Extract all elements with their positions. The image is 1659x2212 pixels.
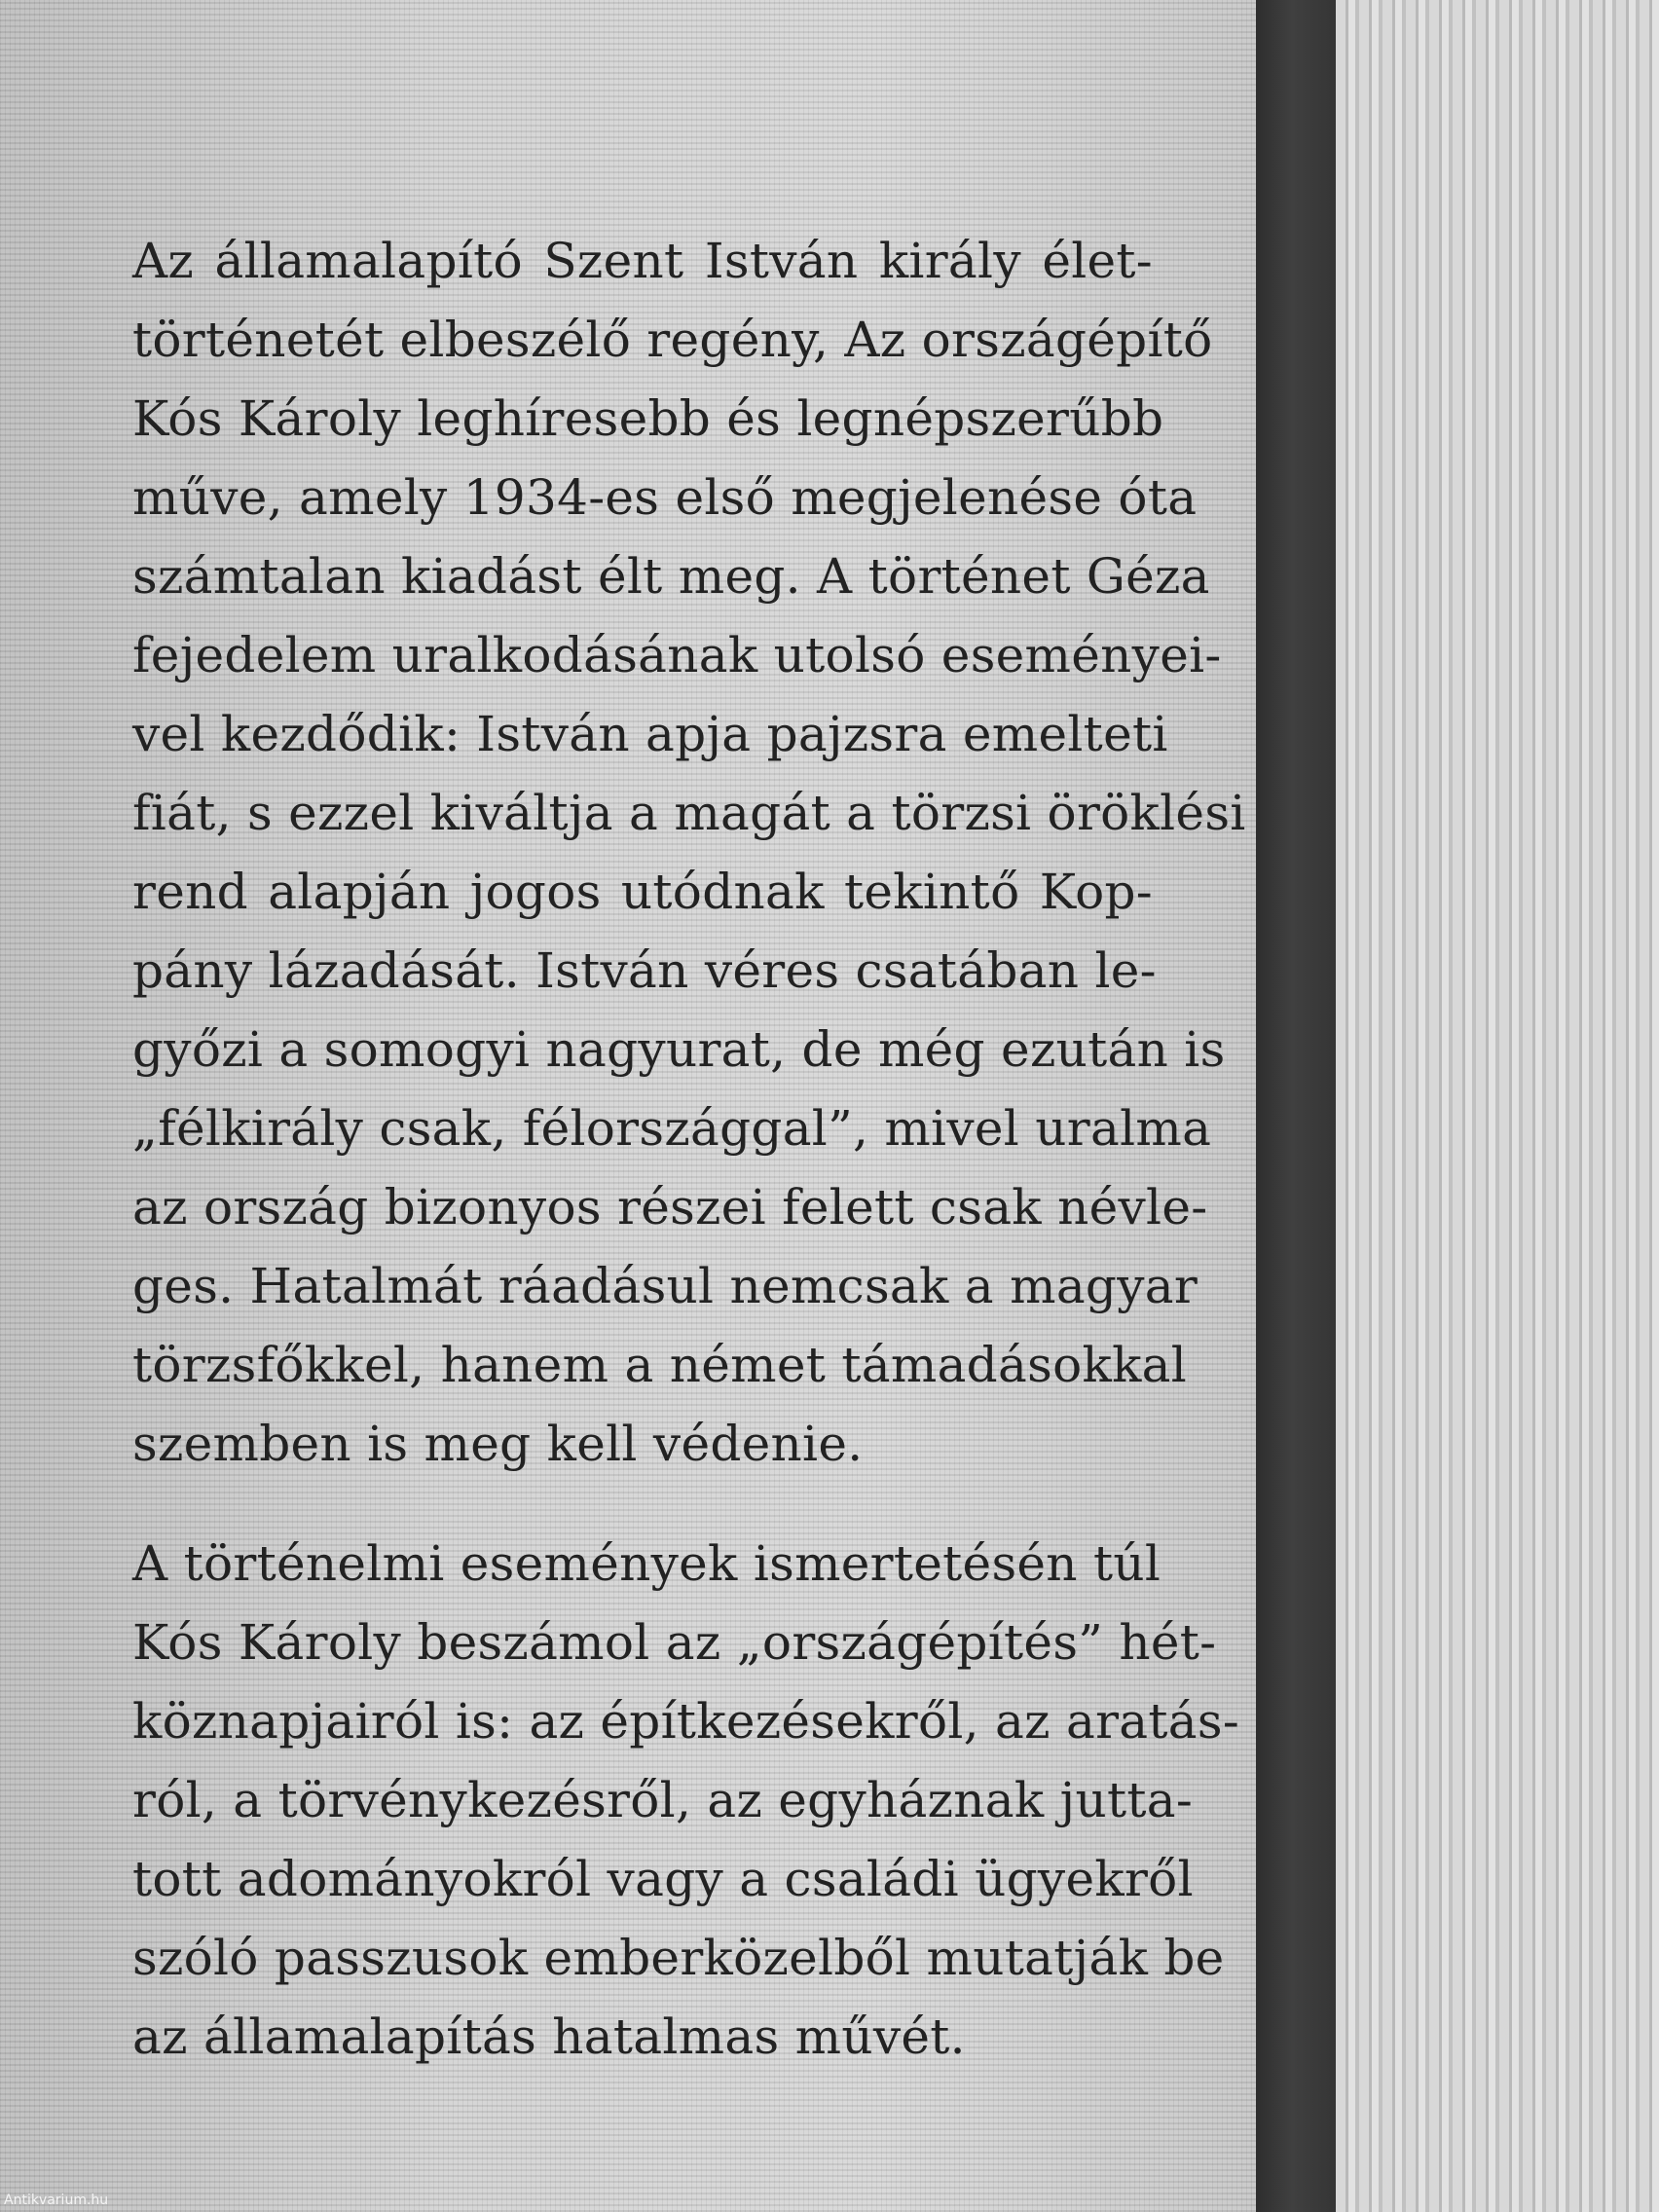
text-line: ges. Hatalmát ráadásul nemcsak a magyar (132, 1258, 1198, 1314)
text-line: számtalan kiadást élt meg. A történet Géza (132, 548, 1210, 605)
text-line: Kós Károly leghíresebb és legnépszerűbb (132, 390, 1164, 447)
text-line: történetét elbeszélő regény, Az országépítő (132, 312, 1213, 368)
watermark: Antikvarium.hu (4, 2193, 109, 2208)
text-line: „félkirály csak, félországgal”, mivel uralma (132, 1100, 1212, 1157)
page-edges (1336, 0, 1659, 2212)
text-line: szóló passzusok emberközelből mutatják be (132, 1930, 1225, 1986)
text-line: vel kezdődik: István apja pajzsra emelteti (132, 706, 1168, 762)
text-line: szemben is meg kell védenie. (132, 1416, 864, 1472)
text-line: győzi a somogyi nagyurat, de még ezután is (132, 1021, 1226, 1078)
text-line: az ország bizonyos részei felett csak névle- (132, 1179, 1208, 1235)
blurb-text (132, 222, 1246, 2077)
text-line: tott adományokról vagy a családi ügyekről (132, 1851, 1194, 1907)
text-line: Kós Károly beszámol az „országépítés” hét- (132, 1614, 1217, 1671)
text-line: köznapjairól is: az építkezésekről, az aratás- (132, 1693, 1240, 1750)
text-line: törzsfőkkel, hanem a német támadásokkal (132, 1337, 1188, 1393)
text-line: fiát, s ezzel kiváltja a magát a törzsi öröklési (132, 785, 1246, 841)
paragraph-gap (132, 1484, 1153, 1525)
book-spine (1256, 0, 1336, 2212)
text-line: A történelmi események ismertetésén túl (132, 1535, 1161, 1592)
text-line: az államalapítás hatalmas művét. (132, 2009, 966, 2065)
text-line: műve, amely 1934-es első megjelenése óta (132, 469, 1198, 526)
paragraph-2 (132, 1525, 1240, 2077)
paragraph-1 (132, 222, 1246, 1484)
text-line: rend alapján jogos utódnak tekintő Kop- (132, 864, 1153, 920)
text-line: ról, a törvénykezésről, az egyháznak jutta- (132, 1772, 1194, 1828)
text-line: Az államalapító Szent István király élet- (132, 233, 1153, 289)
text-line: fejedelem uralkodásának utolsó eseményei- (132, 627, 1222, 683)
text-line: pány lázadását. István véres csatában le- (132, 942, 1157, 999)
